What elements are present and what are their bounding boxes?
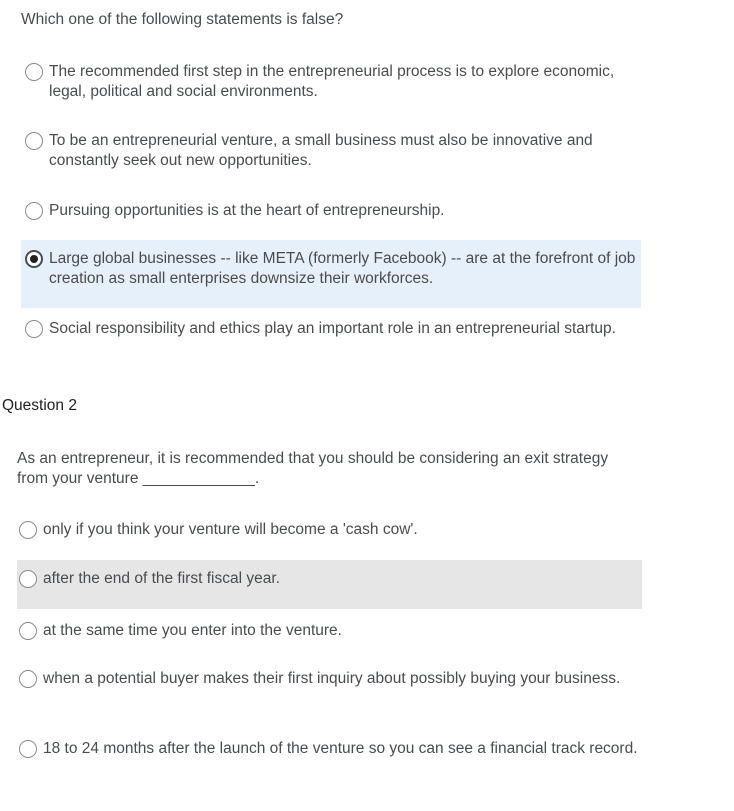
question-2-prompt: As an entrepreneur, it is recommended that you should be considering an exit strategy from your venture _____________. (17, 450, 609, 487)
q1-option-1[interactable] (21, 60, 641, 104)
option-label: after the end of the first fiscal year. (43, 570, 280, 587)
radio-button[interactable] (25, 202, 43, 220)
q1-option-2[interactable] (21, 129, 641, 173)
q1-option-5[interactable] (21, 317, 641, 341)
q1-option-3[interactable] (21, 199, 641, 223)
q2-option-5[interactable] (17, 737, 642, 761)
q2-option-3[interactable] (17, 619, 642, 643)
question-1-prompt: Which one of the following statements is false? (21, 11, 344, 28)
option-label: Large global businesses -- like META (formerly Facebook) -- are at the forefront of job creation as small enterprises downsize their workforces. (49, 250, 636, 287)
radio-button[interactable] (25, 320, 43, 338)
q2-option-1[interactable] (17, 518, 642, 542)
radio-button[interactable] (19, 570, 37, 588)
radio-button[interactable] (19, 521, 37, 539)
radio-button[interactable] (19, 670, 37, 688)
option-label: To be an entrepreneurial venture, a small business must also be innovative and constantly seek out new opportunities. (49, 132, 593, 169)
q2-option-2[interactable] (17, 560, 642, 609)
option-label: 18 to 24 months after the launch of the venture so you can see a financial track record. (43, 740, 638, 757)
option-label: Pursuing opportunities is at the heart of entrepreneurship. (49, 202, 445, 219)
radio-button[interactable] (19, 740, 37, 758)
radio-button[interactable] (19, 622, 37, 640)
q2-option-4[interactable] (17, 667, 642, 691)
radio-button[interactable] (25, 63, 43, 81)
option-label: The recommended first step in the entrepreneurial process is to explore economic, legal, political and social environments. (49, 63, 615, 100)
radio-button[interactable] (25, 132, 43, 150)
option-label: Social responsibility and ethics play an important role in an entrepreneurial startup. (49, 320, 616, 337)
option-label: at the same time you enter into the venture. (43, 622, 342, 639)
q1-option-4[interactable] (21, 240, 641, 308)
option-label: only if you think your venture will become a 'cash cow'. (43, 521, 418, 538)
question-2-header: Question 2 (2, 397, 77, 414)
option-label: when a potential buyer makes their first inquiry about possibly buying your business. (43, 670, 621, 687)
radio-button-checked[interactable] (25, 250, 43, 268)
